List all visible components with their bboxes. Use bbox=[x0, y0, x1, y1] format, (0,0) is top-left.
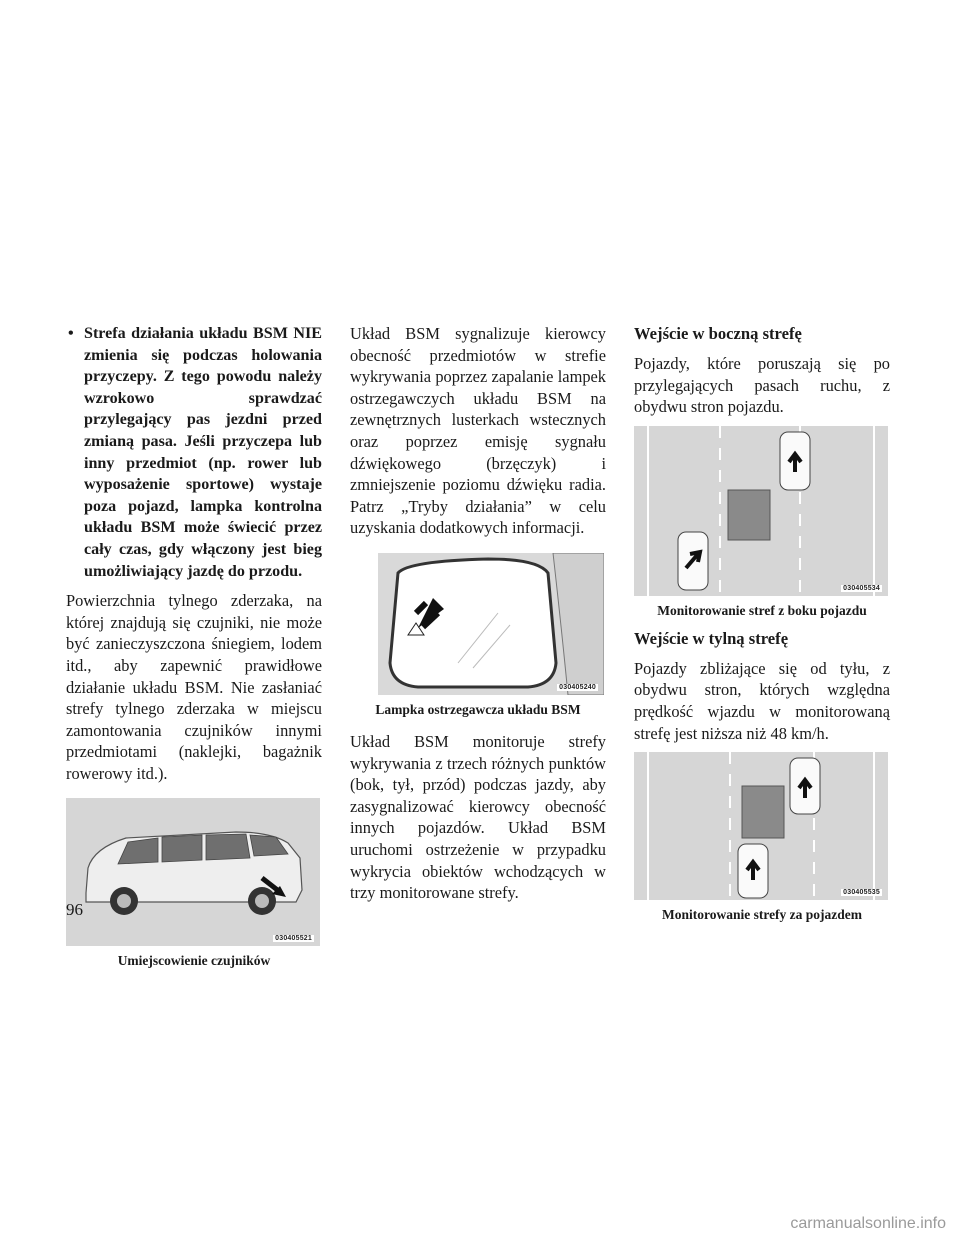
mirror-illustration bbox=[378, 553, 604, 695]
figure-caption: Lampka ostrzegawcza układu BSM bbox=[375, 701, 581, 717]
rear-zone-paragraph: Pojazdy zbliżające się od tyłu, z obydwu stron, których względna prędkość wjazdu w monitorowaną strefę jest niższa niż 48 km/h. bbox=[634, 658, 890, 743]
side-zone-figure bbox=[634, 426, 888, 596]
rear-zone-heading: Wejście w tylną strefę bbox=[634, 628, 789, 648]
figure-code: 030405240 bbox=[559, 683, 596, 691]
rear-zone-figure bbox=[634, 752, 888, 900]
minivan-illustration bbox=[66, 798, 320, 946]
footer-watermark: carmanualsonline.info bbox=[790, 1215, 946, 1232]
side-zone-paragraph: Pojazdy, które poruszają się po przylegających pasach ruchu, z obydwu stron pojazdu. bbox=[634, 354, 890, 417]
figure-code: 030405535 bbox=[843, 889, 880, 897]
mirror-warning-figure bbox=[378, 553, 604, 695]
figure-caption: Monitorowanie strefy za pojazdem bbox=[661, 907, 863, 923]
figure-caption: Monitorowanie stref z boku pojazdu bbox=[657, 602, 867, 618]
bullet-dot: • bbox=[68, 325, 74, 342]
warning-bullet bbox=[66, 323, 322, 582]
side-zone-diagram bbox=[634, 426, 888, 596]
column-right bbox=[634, 323, 890, 924]
bsm-zones-paragraph: Układ BSM monitoruje strefy wykrywania z trzech różnych punktów (bok, tył, przód) podczas jazdy, aby zasygnalizować kierowcy obecność innych pojazdów. Układ BSM uruchomi ostrzeżenie w przypadku wykrycia obiektów wchodzących w trzy monitorowane strefy. bbox=[350, 731, 606, 903]
figure-caption: Umiejscowienie czujników bbox=[117, 953, 271, 969]
sensor-location-figure bbox=[66, 798, 320, 946]
column-left bbox=[66, 323, 322, 970]
figure-code: 030405521 bbox=[275, 935, 312, 943]
column-middle bbox=[350, 323, 606, 904]
sensor-paragraph: Powierzchnia tylnego zderzaka, na której znajdują się czujniki, nie może być zanieczyszczona śniegiem, lodem itd., aby zapewnić prawidłowe działanie układu BSM. Nie zasłaniać strefy tylnego zderzaka w miejscu zamontowania czujników innymi przedmiotami (naklejki, bagażnik rowerowy itd.). bbox=[66, 591, 322, 783]
rear-zone-diagram bbox=[634, 752, 888, 900]
figure-code: 030405534 bbox=[843, 584, 880, 592]
bsm-signal-paragraph: Układ BSM sygnalizuje kierowcy obecność przedmiotów w strefie wykrywania poprzez zapalanie lampek ostrzegawczych układu BSM na zewnętrznych lusterkach wstecznych oraz poprzez emisję sygnału dźwiękowego (brzęczyk) i zmniejszenie poziomu dźwięku radia. Patrz „Tryby działania” w celu uzyskania dodatkowych informacji. bbox=[350, 324, 606, 538]
page-number: 96 bbox=[66, 900, 83, 919]
side-zone-heading: Wejście w boczną strefę bbox=[634, 324, 802, 343]
bullet-text: Strefa działania układu BSM NIE zmienia się podczas holowania przyczepy. Z tego powodu należy wzrokowo sprawdzać przylegający pas jezdni przed zmianą pasa. Jeśli przyczepa lub inny przedmiot (np. rower lub wyposażenie sportowe) wystaje poza pojazd, lampka kontrolna układu BSM może świecić przez cały czas, gdy włączony jest bieg umożliwiający jazdę do przodu. bbox=[84, 325, 322, 580]
